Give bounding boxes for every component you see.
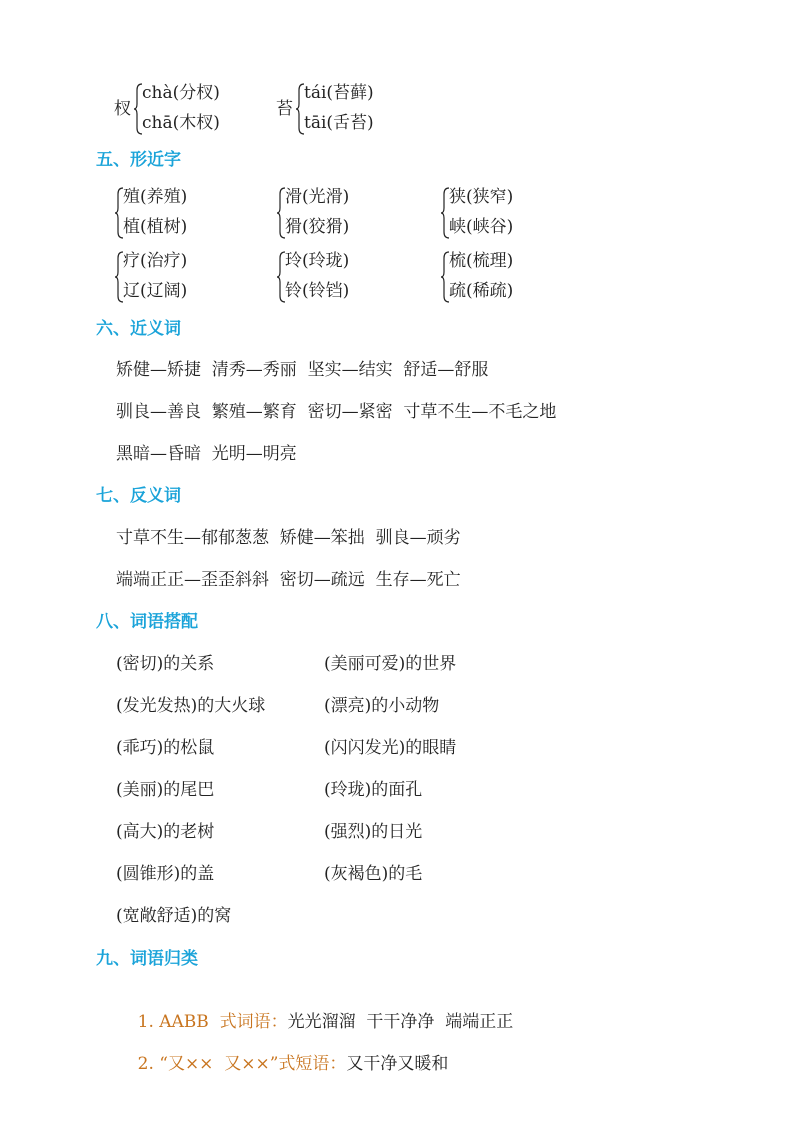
similar-char-group [276, 250, 396, 306]
collocation-item: (密切)的关系 [116, 654, 215, 674]
similar-char-group [440, 186, 560, 242]
collocation-item: (圆锥形)的盖 [116, 864, 215, 884]
synonym-line: 矫健—矫捷 清秀—秀丽 坚实—结实 舒适—舒服 [116, 360, 489, 380]
classification-label: 1. AABB 式词语： [137, 1012, 288, 1032]
polyphone-char: 苔 [276, 99, 293, 119]
similar-char-item: 辽(辽阔) [123, 281, 188, 301]
collocation-item: (漂亮)的小动物 [324, 696, 440, 716]
collocation-item: (宽敞舒适)的窝 [116, 906, 232, 926]
similar-char-group [440, 250, 560, 306]
classification-text: 光光溜溜 干干净净 端端正正 [287, 1012, 514, 1032]
classification-text: 又干净又暖和 [346, 1054, 449, 1074]
synonym-line: 黑暗—昏暗 光明—明亮 [116, 444, 297, 464]
classification-line [116, 1031, 448, 1097]
classification-label: 2. “又×× 又××”式短语： [137, 1054, 347, 1074]
collocation-item: (灰褐色)的毛 [324, 864, 423, 884]
similar-char-group [114, 186, 234, 242]
similar-char-item: 铃(铃铛) [285, 281, 350, 301]
similar-char-item: 梳(梳理) [449, 251, 514, 271]
polyphone-group-1 [114, 82, 234, 138]
similar-char-item: 植(植树) [123, 217, 188, 237]
similar-char-item: 玲(玲珑) [285, 251, 350, 271]
collocation-item: (玲珑)的面孔 [324, 780, 423, 800]
similar-char-item: 猾(狡猾) [285, 217, 350, 237]
similar-char-item: 疗(治疗) [123, 251, 188, 271]
antonym-line: 寸草不生—郁郁葱葱 矫健—笨拙 驯良—顽劣 [116, 528, 461, 548]
collocation-item: (高大)的老树 [116, 822, 215, 842]
polyphone-char: 杈 [114, 99, 131, 119]
collocation-item: (发光发热)的大火球 [116, 696, 266, 716]
collocation-item: (美丽)的尾巴 [116, 780, 215, 800]
section-heading: 七、反义词 [96, 486, 181, 506]
similar-char-item: 狭(狭窄) [449, 187, 514, 207]
similar-char-group [276, 186, 396, 242]
similar-char-item: 疏(稀疏) [449, 281, 514, 301]
section-heading: 六、近义词 [96, 319, 181, 339]
collocation-item: (美丽可爱)的世界 [324, 654, 457, 674]
polyphone-item: chā(木杈) [142, 113, 220, 133]
collocation-item: (乖巧)的松鼠 [116, 738, 215, 758]
polyphone-item: tāi(舌苔) [304, 113, 374, 133]
collocation-item: (闪闪发光)的眼睛 [324, 738, 457, 758]
synonym-line: 驯良—善良 繁殖—繁育 密切—紧密 寸草不生—不毛之地 [116, 402, 557, 422]
collocation-item: (强烈)的日光 [324, 822, 423, 842]
similar-char-group [114, 250, 234, 306]
polyphone-group-2 [276, 82, 396, 138]
section-heading: 九、词语归类 [96, 949, 198, 969]
polyphone-item: chà(分杈) [142, 83, 220, 103]
similar-char-item: 殖(养殖) [123, 187, 188, 207]
polyphone-item: tái(苔藓) [304, 83, 374, 103]
antonym-line: 端端正正—歪歪斜斜 密切—疏远 生存—死亡 [116, 570, 461, 590]
similar-char-item: 滑(光滑) [285, 187, 350, 207]
section-heading: 八、词语搭配 [96, 612, 198, 632]
similar-char-item: 峡(峡谷) [449, 217, 514, 237]
section-heading: 五、形近字 [96, 150, 181, 170]
